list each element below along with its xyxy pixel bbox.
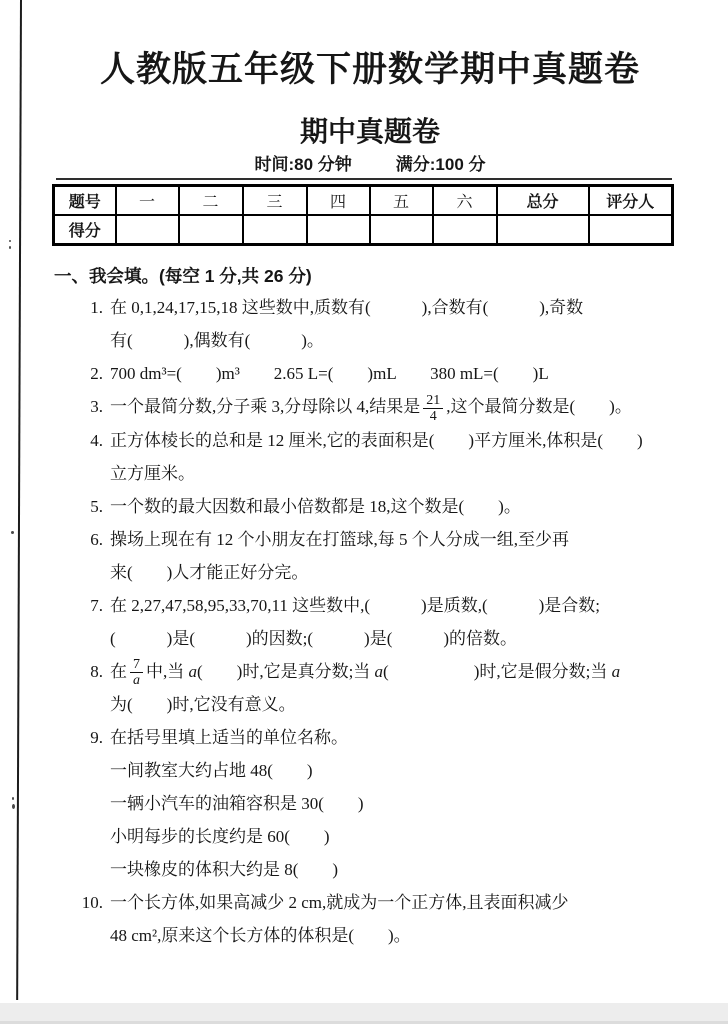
question-number: 2. <box>90 364 103 383</box>
question-line: 一个数的最大因数和最小倍数都是 18,这个数是( )。 <box>110 496 521 516</box>
scan-speck <box>9 240 11 242</box>
question-line: 正方体棱长的总和是 12 厘米,它的表面积是( )平方厘米,体积是( ) <box>110 430 643 450</box>
question-item <box>76 589 700 655</box>
score-table-header-cell: 评分人 <box>589 186 673 216</box>
question-line: 操场上现在有 12 个小朋友在打篮球,每 5 个人分成一组,至少再 <box>110 529 569 549</box>
question-body <box>110 886 700 952</box>
math-variable: a <box>611 661 621 681</box>
question-number: 10. <box>81 893 103 913</box>
question-body <box>110 424 700 490</box>
score-empty-cell <box>370 215 433 245</box>
question-line: 在 0,1,24,17,15,18 这些数中,质数有( ),合数有( ),奇数 <box>110 298 584 317</box>
math-variable: a <box>188 661 197 681</box>
question-body <box>110 721 700 886</box>
question-line: 一间教室大约占地 48( ) <box>110 761 313 781</box>
question-body <box>110 655 700 722</box>
math-variable: a <box>374 661 384 681</box>
scan-speck <box>11 531 14 534</box>
score-table <box>52 184 674 246</box>
fraction: $\frac{21}{4}$ <box>423 393 443 424</box>
score-empty-cell <box>589 215 673 245</box>
question-item <box>76 424 700 490</box>
score-empty-cell <box>243 215 307 245</box>
question-item <box>76 490 700 523</box>
score-table-header-cell: 六 <box>433 186 497 216</box>
question-item <box>76 390 700 424</box>
fraction: $\frac{7}{a}$ <box>130 657 143 688</box>
question-number: 4. <box>90 430 103 450</box>
question-line: ( )是( )的因数;( )是( )的倍数。 <box>110 628 518 648</box>
scan-speck <box>9 246 11 249</box>
question-item <box>76 357 700 390</box>
score-table-header-cell: 总分 <box>497 186 589 216</box>
score-table-header-cell: 三 <box>243 186 307 216</box>
score-table-header-cell: 四 <box>307 186 370 216</box>
question-line: 一辆小汽车的油箱容积是 30( ) <box>110 794 364 814</box>
score-empty-cell <box>497 215 589 245</box>
score-empty-cell <box>433 215 497 245</box>
question-line: 48 cm²,原来这个长方体的体积是( )。 <box>110 926 411 946</box>
question-line: 来( )人才能正好分完。 <box>110 562 309 582</box>
question-list <box>76 291 700 952</box>
question-line: 700 dm³=( )m³ 2.65 L=( )mL 380 mL=( )L <box>110 364 549 383</box>
score-empty-cell <box>116 215 179 245</box>
question-line: 有( ),偶数有( )。 <box>110 331 324 350</box>
question-line: 一个长方体,如果高减少 2 cm,就成为一个正方体,且表面积减少 <box>110 893 569 913</box>
question-item <box>76 655 700 722</box>
question-body <box>110 523 700 589</box>
question-line: 一块橡皮的体积大约是 8( ) <box>110 860 339 880</box>
scan-speck <box>12 804 15 809</box>
question-number: 1. <box>90 298 103 317</box>
page-subtitle: 期中真题卷 <box>299 117 440 148</box>
question-body <box>110 589 700 655</box>
question-line: 在括号里填上适当的单位名称。 <box>110 728 348 748</box>
question-body <box>110 490 700 523</box>
question-line: 在 $\frac{7}{a}$ 中,当 a( )时,它是真分数;当 a( )时,它是假分数;当 a <box>110 657 621 689</box>
question-line: 为( )时,它没有意义。 <box>110 695 296 715</box>
scan-edge-line <box>16 0 22 1000</box>
question-item <box>76 291 700 357</box>
scan-bottom-band <box>0 1003 728 1024</box>
question-line: 在 2,27,47,58,95,33,70,11 这些数中,( )是质数,( )是合数; <box>110 595 600 615</box>
question-number: 7. <box>90 595 103 615</box>
full-score-info: 满分:100 分 <box>395 155 486 174</box>
question-number: 9. <box>90 728 103 748</box>
section-one-heading: 一、我会填。(每空 1 分,共 26 分) <box>54 266 312 286</box>
score-table-header-cell: 题号 <box>54 186 116 216</box>
question-line: 立方厘米。 <box>110 463 195 483</box>
question-item <box>76 886 700 952</box>
page-title: 人教版五年级下册数学期中真题卷 <box>99 50 640 89</box>
score-row-label: 得分 <box>54 215 116 245</box>
question-number: 8. <box>90 661 103 681</box>
score-empty-cell <box>179 215 243 245</box>
question-body <box>110 357 700 390</box>
table-shadow-line <box>56 178 672 180</box>
question-item <box>76 523 700 589</box>
question-number: 5. <box>90 496 103 516</box>
question-body <box>110 390 700 424</box>
score-table-header-cell: 五 <box>370 186 433 216</box>
question-item <box>76 721 700 886</box>
score-table-body <box>54 186 673 245</box>
question-line: 一个最简分数,分子乘 3,分母除以 4,结果是 $\frac{21}{4}$ ,这个最简分数是( )。 <box>110 392 632 424</box>
question-body <box>110 291 700 357</box>
score-table-header-cell: 二 <box>179 186 243 216</box>
scan-speck <box>12 797 14 800</box>
exam-info-line <box>24 150 716 175</box>
score-empty-cell <box>307 215 370 245</box>
question-number: 6. <box>90 529 103 549</box>
question-line: 小明每步的长度约是 60( ) <box>110 827 330 847</box>
score-table-header-cell: 一 <box>116 186 179 216</box>
time-info: 时间:80 分钟 <box>254 155 352 174</box>
question-number: 3. <box>90 397 103 416</box>
